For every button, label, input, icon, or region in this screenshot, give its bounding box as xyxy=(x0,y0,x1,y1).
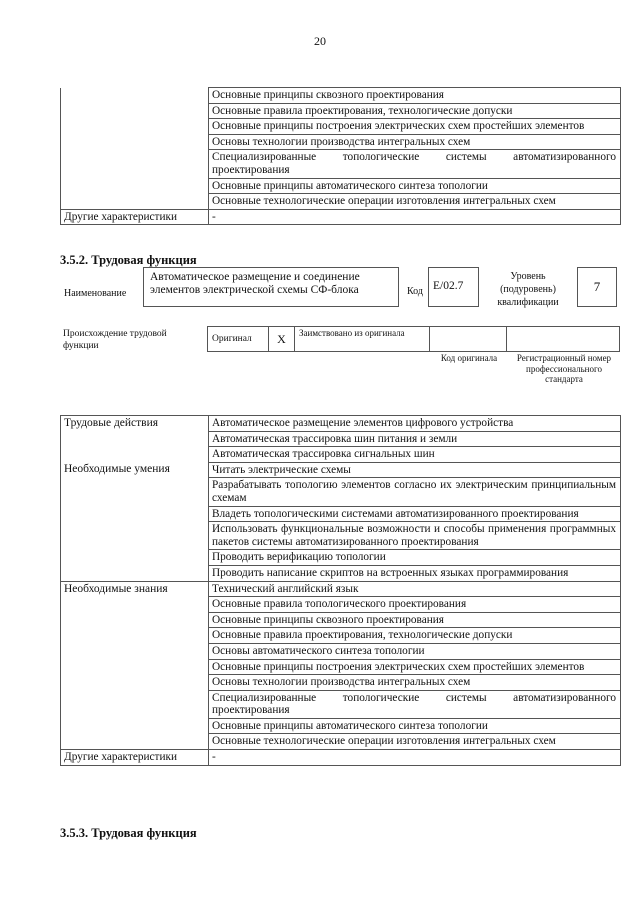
original-mark-cell xyxy=(268,326,295,352)
list-item: Технический английский язык xyxy=(209,581,621,597)
list-item: Читать электрические схемы xyxy=(209,462,621,478)
labor-function-table xyxy=(60,415,621,766)
code-label: Код xyxy=(407,286,423,297)
name-label: Наименование xyxy=(64,288,127,299)
list-item: Основы автоматического синтеза топологии xyxy=(209,643,621,659)
level-value: 7 xyxy=(593,279,601,294)
original-cell xyxy=(207,326,269,352)
page-number: 20 xyxy=(314,34,326,48)
labor-actions-label: Трудовые действия xyxy=(61,416,209,463)
other-characteristics-label: Другие характеристики xyxy=(61,750,209,766)
other-characteristics-label: Другие характеристики xyxy=(61,209,209,225)
list-item: Владеть топологическими системами автоматизированного проектирования xyxy=(209,506,621,522)
origin-label: Происхождение трудовой функции xyxy=(63,329,167,351)
code-original-caption: Код оригинала xyxy=(440,353,498,363)
other-characteristics-value: - xyxy=(209,750,621,766)
empty-label-cell xyxy=(61,88,209,210)
list-item: Основные технологические операции изготовления интегральных схем xyxy=(209,194,621,210)
other-characteristics-value: - xyxy=(209,209,621,225)
original-label: Оригинал xyxy=(212,334,252,344)
skills-label: Необходимые умения xyxy=(61,462,209,581)
table-row xyxy=(61,88,621,104)
function-name-box xyxy=(143,267,399,307)
table-row xyxy=(61,581,621,597)
original-code-cell xyxy=(429,326,507,352)
section-title: 3.5.2. Трудовая функция xyxy=(60,253,197,267)
borrowed-label: Заимствовано из оригинала xyxy=(299,328,405,338)
next-section-title: 3.5.3. Трудовая функция xyxy=(60,826,197,840)
list-item: Специализированные топологические системы автоматизированного проектирования xyxy=(209,690,621,718)
list-item: Специализированные топологические системы автоматизированного проектирования xyxy=(209,150,621,178)
list-item: Проводить верификацию топологии xyxy=(209,550,621,566)
list-item: Автоматическое размещение элементов цифрового устройства xyxy=(209,416,621,432)
list-item: Автоматическая трассировка шин питания и земли xyxy=(209,431,621,447)
original-mark: X xyxy=(277,332,286,346)
knowledge-label: Необходимые знания xyxy=(61,581,209,750)
top-knowledge-table xyxy=(60,87,621,225)
list-item: Основы технологии производства интегральных схем xyxy=(209,134,621,150)
list-item: Основные принципы автоматического синтеза топологии xyxy=(209,178,621,194)
list-item: Основные принципы сквозного проектирования xyxy=(209,88,621,104)
list-item: Основные правила проектирования, технологические допуски xyxy=(209,628,621,644)
list-item: Основные правила проектирования, технологические допуски xyxy=(209,103,621,119)
list-item: Основы технологии производства интегральных схем xyxy=(209,675,621,691)
qualification-level-label: Уровень (подуровень) квалификации xyxy=(497,271,559,308)
list-item: Автоматическая трассировка сигнальных шин xyxy=(209,447,621,463)
registration-number-cell xyxy=(506,326,620,352)
list-item: Использовать функциональные возможности и способы применения программных пакетов системы автоматизированного проектирования xyxy=(209,522,621,550)
list-item: Основные принципы сквозного проектирования xyxy=(209,612,621,628)
table-row xyxy=(61,750,621,766)
table-row xyxy=(61,209,621,225)
level-box xyxy=(577,267,617,307)
function-name-value: Автоматическое размещение и соединение элементов электрической схемы СФ-блока xyxy=(150,271,360,296)
list-item: Основные правила топологического проектирования xyxy=(209,597,621,613)
borrowed-cell xyxy=(294,326,430,352)
table-row xyxy=(61,416,621,432)
registration-caption: Регистрационный номер профессионального стандарта xyxy=(516,353,612,384)
list-item: Проводить написание скриптов на встроенных языках программирования xyxy=(209,565,621,581)
list-item: Разрабатывать топологию элементов согласно их электрическим принципиальным схемам xyxy=(209,478,621,506)
list-item: Основные технологические операции изготовления интегральных схем xyxy=(209,734,621,750)
code-box xyxy=(428,267,479,307)
table-row xyxy=(61,462,621,478)
code-value: E/02.7 xyxy=(433,280,464,292)
list-item: Основные принципы построения электрических схем простейших элементов xyxy=(209,659,621,675)
list-item: Основные принципы построения электрических схем простейших элементов xyxy=(209,119,621,135)
list-item: Основные принципы автоматического синтеза топологии xyxy=(209,718,621,734)
